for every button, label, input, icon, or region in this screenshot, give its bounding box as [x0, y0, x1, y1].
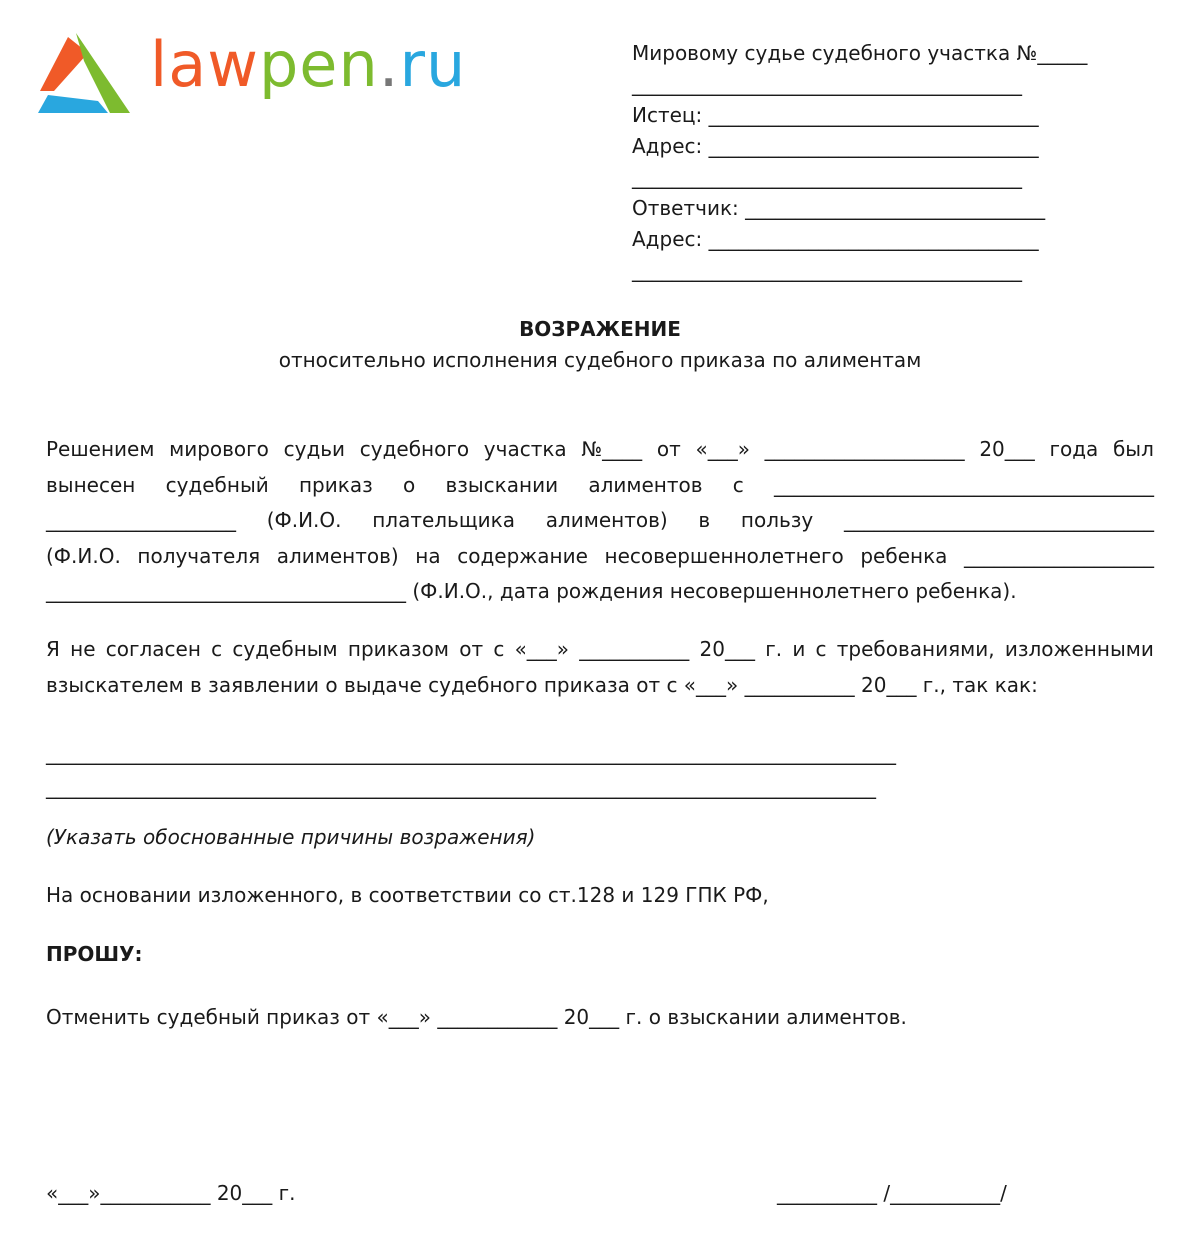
word: ребенка [860, 543, 948, 568]
paragraph1-line [46, 503, 1154, 539]
word: судебным [232, 637, 338, 661]
addressee-blank-line-3: _______________________________________ [632, 258, 1022, 282]
word: участка [483, 437, 567, 461]
word: был [1112, 437, 1154, 461]
word: ___________________ [46, 508, 236, 532]
word: с [815, 637, 827, 661]
word: алиментов) [545, 508, 668, 532]
logo-text-law: law [150, 28, 259, 101]
signature-line: __________ /___________/ [777, 1181, 1007, 1205]
word: года [1049, 437, 1099, 461]
word: судебный [165, 472, 269, 497]
word: требованиями, [836, 637, 995, 661]
document-subtitle: относительно исполнения судебного приказа по алиментам [278, 348, 922, 372]
word: содержание [457, 543, 588, 568]
paragraph2-line [46, 632, 1154, 668]
word: и [792, 637, 806, 661]
reasons-blank-line-1: _____________________________________________________________________________________ [46, 741, 896, 765]
defendant-line: Ответчик: ______________________________ [632, 196, 1046, 220]
word: в [698, 508, 711, 532]
word: с [493, 637, 505, 661]
addressee-block [632, 38, 1132, 286]
word: получателя [137, 543, 261, 568]
word: (Ф.И.О. [266, 508, 342, 532]
lawpen-triangle-logo-icon [36, 31, 132, 115]
word: «___» [514, 637, 570, 661]
word: _______________________________ [843, 508, 1154, 532]
request-text: Отменить судебный приказ от «___» ____________ 20___ г. о взыскании алиментов. [46, 1005, 907, 1029]
word: (Ф.И.О. [46, 543, 121, 568]
word: 20___ [699, 637, 755, 661]
word: пользу [740, 508, 814, 532]
word: приказом [347, 637, 449, 661]
word: ___________________ [964, 543, 1154, 568]
request-heading: ПРОШУ: [46, 942, 143, 966]
word: плательщика [372, 508, 516, 532]
paragraph1-line [46, 468, 1154, 504]
word: о [402, 472, 416, 497]
addressee-blank-line-2: _______________________________________ [632, 165, 1022, 189]
word: алиментов) [276, 543, 399, 568]
word: от [459, 637, 484, 661]
paragraph1-line [46, 539, 1154, 575]
paragraph1-line [46, 432, 1154, 468]
word: не [70, 637, 96, 661]
document-title: ВОЗРАЖЕНИЕ [519, 317, 681, 341]
word: согласен [105, 637, 201, 661]
word: ____________________ [764, 437, 965, 461]
addressee-blank-line-1: _______________________________________ [632, 72, 1022, 96]
logo-text-ru: ru [399, 28, 467, 101]
paragraph2-line-last: взыскателем в заявлении о выдаче судебного приказа от с «___» ___________ 20___ г., так как: [46, 672, 1038, 697]
paragraph-court-decision [46, 432, 1154, 610]
site-logo [36, 30, 466, 116]
signature-date-line: «___»___________ 20___ г. [46, 1181, 296, 1205]
logo-text-dot: . [378, 28, 400, 101]
document-heading [0, 314, 1200, 376]
word: от [656, 437, 681, 461]
word: алиментов [588, 472, 703, 497]
word: несовершеннолетнего [604, 543, 844, 568]
reasons-blank-lines [46, 736, 896, 804]
reasons-blank-line-2: ___________________________________________________________________________________ [46, 775, 876, 799]
word: 20___ [979, 437, 1035, 461]
word: изложенными [1004, 637, 1154, 661]
logo-text-pen: pen [258, 28, 379, 101]
plaintiff-address-line: Адрес: _________________________________ [632, 134, 1039, 158]
word: ______________________________________ [773, 472, 1154, 497]
word: Я [46, 637, 60, 661]
reasons-hint: (Указать обоснованные причины возражения) [46, 825, 536, 849]
paragraph-disagreement [46, 632, 1154, 703]
word: ___________ [579, 637, 690, 661]
word: судебного [359, 437, 470, 461]
word: «___» [695, 437, 750, 461]
word: г. [765, 637, 783, 661]
word: судьи [283, 437, 346, 461]
word: №____ [581, 437, 643, 461]
word: на [415, 543, 441, 568]
word: с [732, 472, 744, 497]
word: приказ [298, 472, 373, 497]
word: Решением [46, 437, 155, 461]
addressee-judge-line: Мировому судье судебного участка №_____ [632, 41, 1088, 65]
word: вынесен [46, 472, 136, 497]
logo-text [150, 28, 467, 101]
plaintiff-line: Истец: _________________________________ [632, 103, 1039, 127]
defendant-address-line: Адрес: _________________________________ [632, 227, 1039, 251]
paragraph1-line-last: ____________________________________ (Ф.И.О., дата рождения несовершеннолетнего ребенка). [46, 579, 1017, 603]
legal-basis-text: На основании изложенного, в соответствии со ст.128 и 129 ГПК РФ, [46, 883, 769, 907]
word: взыскании [445, 472, 559, 497]
word: с [211, 637, 223, 661]
word: мирового [169, 437, 269, 461]
